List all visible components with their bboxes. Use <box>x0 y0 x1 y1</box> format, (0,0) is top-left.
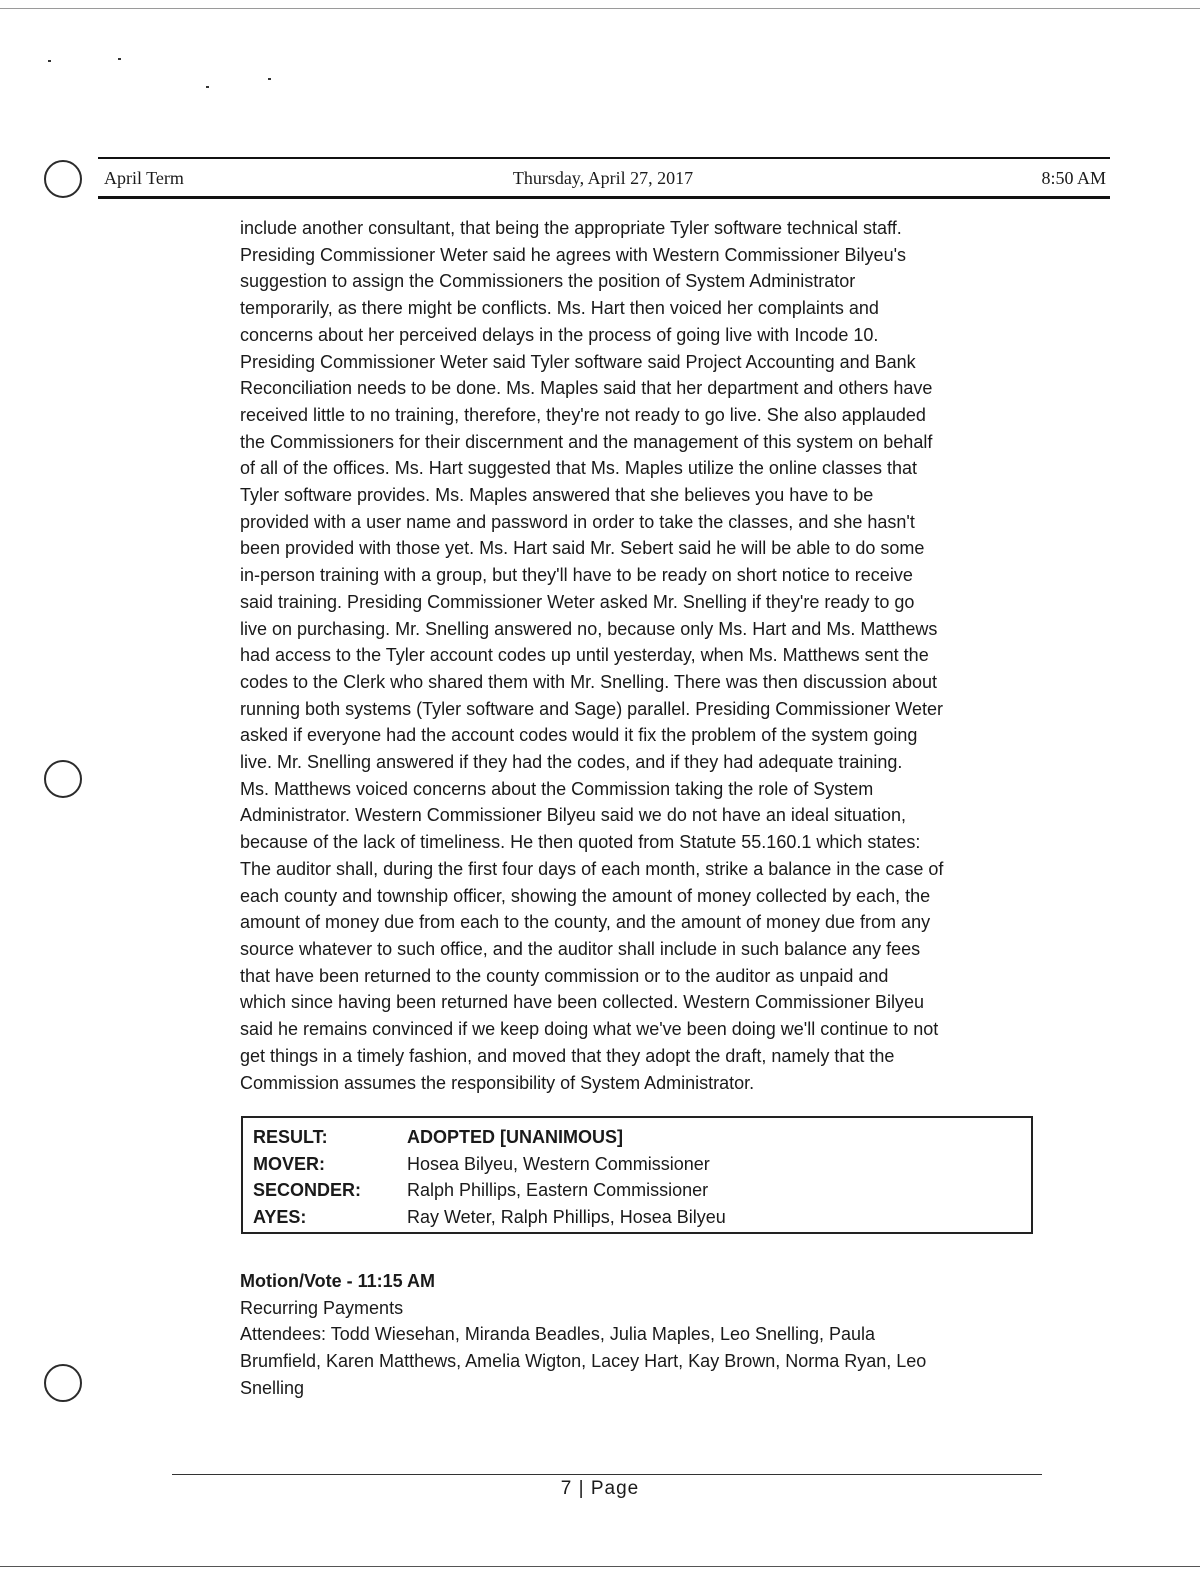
header-rule-bottom <box>98 196 1110 199</box>
header-term: April Term <box>104 168 184 188</box>
body-line: live. Mr. Snelling answered if they had the codes, and if they had adequate training. <box>240 752 903 773</box>
scan-top-edge <box>0 8 1200 9</box>
result-label: RESULT: <box>253 1127 328 1147</box>
ayes-value: Ray Weter, Ralph Phillips, Hosea Bilyeu <box>407 1207 726 1228</box>
body-line: said he remains convinced if we keep doing what we've been doing we'll continue to not <box>240 1019 939 1040</box>
body-line: provided with a user name and password in order to take the classes, and she hasn't <box>240 511 915 532</box>
attendees-line: Brumfield, Karen Matthews, Amelia Wigton, Lacey Hart, Kay Brown, Norma Ryan, Leo <box>240 1351 927 1372</box>
body-line: said training. Presiding Commissioner Weter asked Mr. Snelling if they're ready to go <box>240 591 915 612</box>
minutes-body <box>240 215 1040 1096</box>
scan-speck <box>48 60 51 62</box>
body-line: in-person training with a group, but they'll have to be ready on short notice to receive <box>240 565 913 586</box>
body-line: Administrator. Western Commissioner Bilyeu said we do not have an ideal situation, <box>240 805 906 826</box>
seconder-value: Ralph Phillips, Eastern Commissioner <box>407 1180 709 1201</box>
binder-hole-middle <box>44 760 82 798</box>
body-line: had access to the Tyler account codes up until yesterday, when Ms. Matthews sent the <box>240 645 929 666</box>
body-line: Tyler software provides. Ms. Maples answered that she believes you have to be <box>240 485 874 506</box>
body-line: Reconciliation needs to be done. Ms. Maples said that her department and others have <box>240 378 933 399</box>
attendees-line: Attendees: Todd Wiesehan, Miranda Beadles, Julia Maples, Leo Snelling, Paula <box>240 1324 876 1345</box>
body-line: of all of the offices. Ms. Hart suggested that Ms. Maples utilize the online classes that <box>240 458 918 479</box>
body-line: live on purchasing. Mr. Snelling answered no, because only Ms. Hart and Ms. Matthews <box>240 618 938 639</box>
body-line: suggestion to assign the Commissioners the position of System Administrator <box>240 271 856 292</box>
scan-speck <box>268 78 271 80</box>
body-line: Commission assumes the responsibility of System Administrator. <box>240 1072 755 1093</box>
body-line: asked if everyone had the account codes would it fix the problem of the system going <box>240 725 918 746</box>
body-line: amount of money due from each to the county, and the amount of money due from any <box>240 912 931 933</box>
page-header <box>100 168 1106 192</box>
vote-row-ayes <box>253 1204 1031 1231</box>
header-time: 8:50 AM <box>1041 168 1106 188</box>
vote-row-result <box>253 1124 1031 1151</box>
body-line: codes to the Clerk who shared them with Mr. Snelling. There was then discussion about <box>240 671 938 692</box>
mover-label: MOVER: <box>253 1153 325 1174</box>
vote-row-mover <box>253 1151 1031 1178</box>
body-line: include another consultant, that being the appropriate Tyler software technical staff. <box>240 218 902 238</box>
header-date: Thursday, April 27, 2017 <box>512 168 694 188</box>
body-line: the Commissioners for their discernment and the management of this system on behalf <box>240 431 933 452</box>
motion-subject: Recurring Payments <box>240 1297 404 1318</box>
body-line: source whatever to such office, and the auditor shall include in such balance any fees <box>240 938 921 959</box>
vote-row-seconder <box>253 1177 1031 1204</box>
body-line: each county and township officer, showing the amount of money collected by each, the <box>240 885 931 906</box>
body-line: running both systems (Tyler software and Sage) parallel. Presiding Commissioner Weter <box>240 698 943 719</box>
body-line: concerns about her perceived delays in the process of going live with Incode 10. <box>240 324 879 345</box>
seconder-label: SECONDER: <box>253 1180 362 1201</box>
binder-hole-bottom <box>44 1364 82 1402</box>
body-line: temporarily, as there might be conflicts. Ms. Hart then voiced her complaints and <box>240 298 879 319</box>
binder-hole-top <box>44 160 82 198</box>
body-line: that have been returned to the county commission or to the auditor as unpaid and <box>240 965 889 986</box>
body-line: get things in a timely fashion, and moved that they adopt the draft, namely that the <box>240 1045 895 1066</box>
ayes-label: AYES: <box>253 1207 307 1228</box>
vote-result-box <box>241 1116 1033 1234</box>
result-value: ADOPTED [UNANIMOUS] <box>407 1127 623 1147</box>
mover-value: Hosea Bilyeu, Western Commissioner <box>407 1153 710 1174</box>
body-line: Presiding Commissioner Weter said Tyler software said Project Accounting and Bank <box>240 351 916 372</box>
scan-bottom-edge <box>0 1566 1200 1567</box>
body-line: Presiding Commissioner Weter said he agrees with Western Commissioner Bilyeu's <box>240 244 907 265</box>
body-line: The auditor shall, during the first four days of each month, strike a balance in the case of <box>240 858 944 879</box>
page-number: 7 | Page <box>560 1478 640 1499</box>
body-line: which since having been returned have been collected. Western Commissioner Bilyeu <box>240 992 925 1013</box>
footer-rule <box>172 1474 1042 1475</box>
attendees-line: Snelling <box>240 1377 305 1398</box>
body-line: Ms. Matthews voiced concerns about the Commission taking the role of System <box>240 778 874 799</box>
scan-speck <box>118 58 121 60</box>
header-rule-top <box>98 157 1110 159</box>
motion-title: Motion/Vote - 11:15 AM <box>240 1271 436 1291</box>
scan-speck <box>206 86 209 88</box>
body-line: received little to no training, therefore, they're not ready to go live. She also applauded <box>240 404 926 425</box>
body-line: been provided with those yet. Ms. Hart said Mr. Sebert said he will be able to do some <box>240 538 925 559</box>
body-line: because of the lack of timeliness. He then quoted from Statute 55.160.1 which states: <box>240 832 921 853</box>
motion-section <box>240 1268 1040 1402</box>
